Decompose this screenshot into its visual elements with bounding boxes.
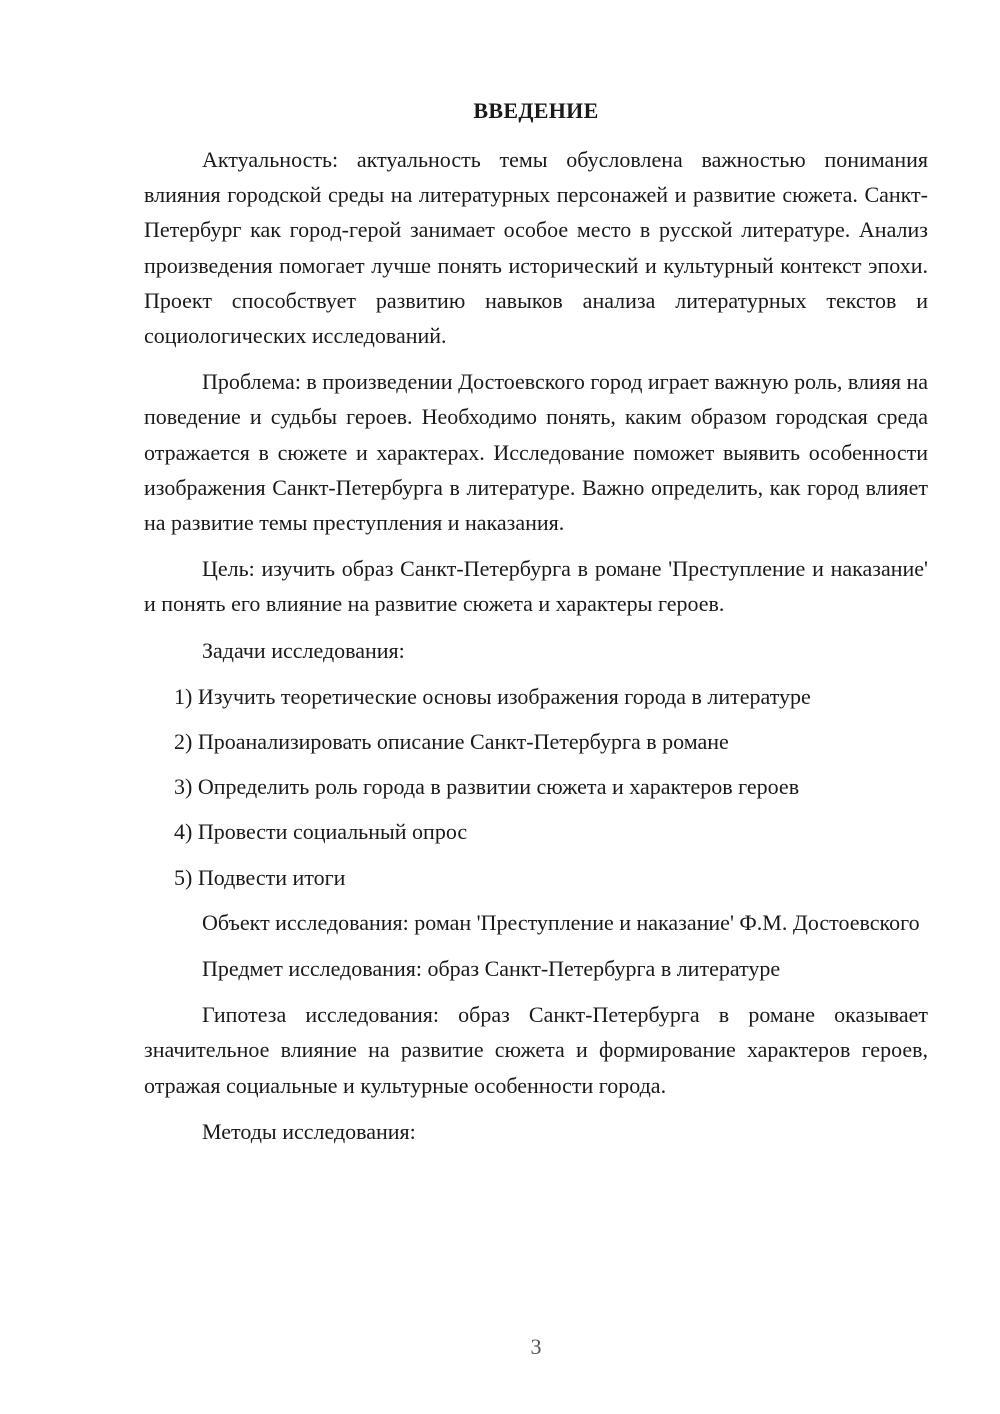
task-item: 4) Провести социальный опрос: [174, 819, 468, 845]
task-item: 5) Подвести итоги: [174, 864, 346, 890]
section-heading: ВВЕДЕНИЕ: [473, 98, 599, 123]
problem-paragraph: Проблема: в произведении Достоевского город играет важную роль, влияя на поведение и судьбы героев. Необходимо понять, каким образом городская среда отражается в сюжете и характерах. Исследование поможет выявить особенности изображения Санкт-Петербурга в литературе. Важно определить, как город влияет на развитие темы преступления и наказания.: [144, 369, 928, 536]
methods-paragraph: Методы исследования:: [202, 1118, 416, 1144]
document-page: [144, 94, 928, 1160]
task-item: 1) Изучить теоретические основы изображения города в литературе: [174, 683, 811, 709]
goal-paragraph: Цель: изучить образ Санкт-Петербурга в романе 'Преступление и наказание' и понять его влияние на развитие сюжета и характеры героев.: [144, 556, 928, 617]
task-item: 3) Определить роль города в развитии сюжета и характеров героев: [174, 774, 800, 800]
task-item: 2) Проанализировать описание Санкт-Петербурга в романе: [174, 729, 729, 755]
subject-paragraph: Предмет исследования: образ Санкт-Петербурга в литературе: [202, 956, 781, 982]
page-number: 3: [530, 1334, 542, 1359]
tasks-intro: Задачи исследования:: [202, 637, 405, 663]
hypothesis-paragraph: Гипотеза исследования: образ Санкт-Петербурга в романе оказывает значительное влияние на развитие сюжета и формирование характеров героев, отражая социальные и культурные особенности города.: [144, 1002, 928, 1098]
tasks-list: [144, 679, 928, 895]
relevance-paragraph: Актуальность: актуальность темы обусловлена важностью понимания влияния городской среды на литературных персонажей и развитие сюжета. Санкт-Петербург как город-герой занимает особое место в русской литературе. Анализ произведения помогает лучше понять исторический и культурный контекст эпохи. Проект способствует развитию навыков анализа литературных текстов и социологических исследований.: [144, 147, 928, 349]
object-paragraph: Объект исследования: роман 'Преступление и наказание' Ф.М. Достоевского: [202, 909, 920, 935]
